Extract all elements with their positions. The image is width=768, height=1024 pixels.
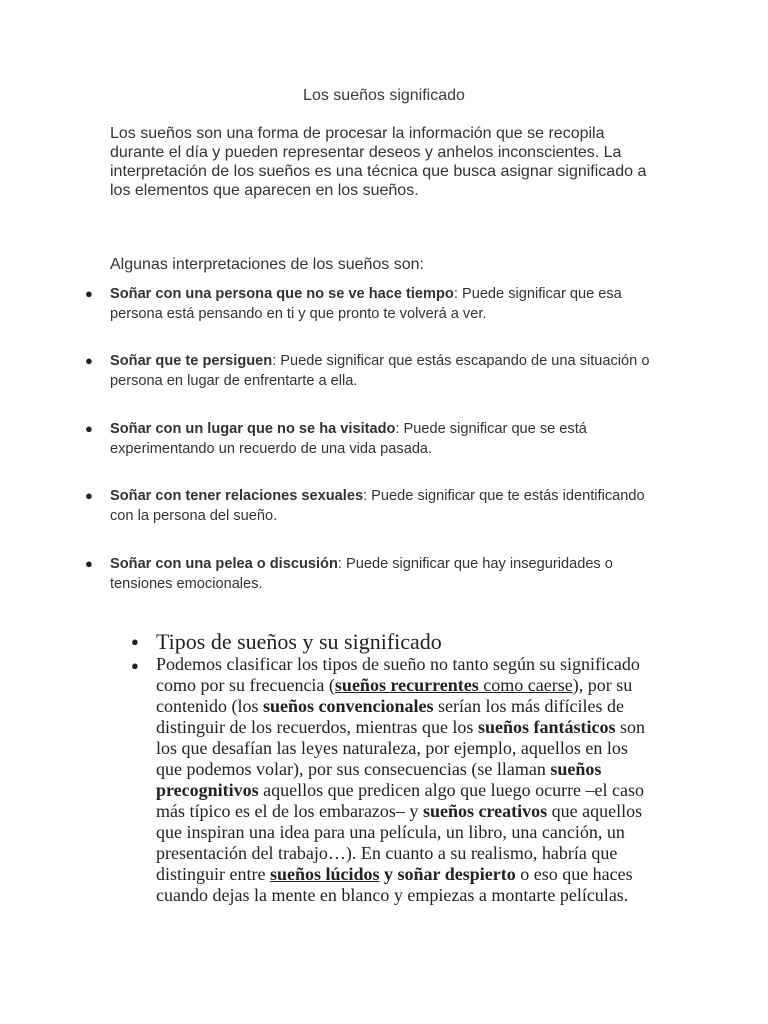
text-run: o eso que haces cuando dejas la mente en blanco y empiezas a montarte películas. — [156, 864, 633, 905]
term-precognitivos: sueños precognitivos — [156, 759, 602, 800]
link-como-caerse[interactable]: como caerse — [478, 675, 573, 695]
bullet-icon: ● — [85, 286, 93, 301]
link-suenos-lucidos[interactable]: sueños lúcidos — [269, 864, 380, 884]
bullet-icon: ● — [85, 556, 93, 571]
bullet-icon: ● — [131, 658, 139, 673]
text-run: son los que desafían las leyes naturaleza, por ejemplo, aquellos en los que podemos volar), por sus consecuencias (se llaman — [156, 717, 645, 779]
text-run: serían los más difíciles de distinguir de los recuerdos, mientras que los — [156, 696, 624, 737]
text-run: y — [379, 864, 398, 884]
term-sonar-despierto: soñar despierto — [397, 864, 516, 884]
list-item-term: Soñar con una pelea o discusión — [110, 556, 338, 572]
list-item-term: Soñar con una persona que no se ve hace tiempo — [110, 286, 454, 302]
text-run: aquellos que predicen algo que luego ocurre –el caso más típico es el de los embarazos– y — [156, 780, 645, 821]
list-item — [110, 419, 670, 459]
bullet-icon: ● — [85, 353, 93, 368]
bullet-icon: ● — [85, 421, 93, 436]
term-convencionales: sueños convencionales — [262, 696, 434, 716]
text-run: que aquellos que inspiran una idea para una película, un libro, una canción, un presentación del trabajo…). En cuanto a su realismo, habría que distinguir entre — [156, 801, 643, 884]
list-item — [110, 351, 670, 391]
types-heading: Tipos de sueños y su significado — [156, 629, 442, 654]
list-item-term: Soñar con tener relaciones sexuales — [110, 488, 364, 504]
list-item-desc: : Puede significar que se está experimentando un recuerdo de una vida pasada. — [110, 421, 587, 457]
intro-paragraph: Los sueños son una forma de procesar la información que se recopila durante el día y pueden representar deseos y anhelos inconscientes. La interpretación de los sueños es una técnica que busca asignar significado a los elementos que aparecen en los sueños. — [110, 125, 647, 199]
list-item — [110, 486, 670, 526]
list-item-term: Soñar con un lugar que no se ha visitado — [110, 421, 396, 437]
term-fantasticos: sueños fantásticos — [477, 717, 616, 737]
list-item — [110, 554, 670, 594]
document-title: Los sueños significado — [303, 87, 465, 104]
term-creativos: sueños creativos — [422, 801, 548, 821]
list-item-desc: : Puede significar que hay inseguridades o tensiones emocionales. — [110, 556, 613, 592]
list-item — [110, 284, 670, 324]
link-suenos-recurrentes[interactable]: sueños recurrentes — [334, 675, 479, 695]
text-run: ), por su contenido (los — [156, 675, 633, 716]
bullet-icon: ● — [131, 634, 139, 649]
bullet-icon: ● — [85, 488, 93, 503]
list-item-desc: : Puede significar que esa persona está pensando en ti y que pronto te volverá a ver. — [110, 286, 622, 322]
list-item-desc: : Puede significar que te estás identificando con la persona del sueño. — [110, 488, 645, 524]
types-paragraph — [156, 654, 656, 906]
list-item-term: Soñar que te persiguen — [110, 353, 273, 369]
list-item-desc: : Puede significar que estás escapando de una situación o persona en lugar de enfrentarte a ella. — [110, 353, 650, 389]
list-heading: Algunas interpretaciones de los sueños son: — [110, 256, 424, 273]
text-run: Podemos clasificar los tipos de sueño no tanto según su significado como por su frecuencia ( — [156, 654, 640, 695]
